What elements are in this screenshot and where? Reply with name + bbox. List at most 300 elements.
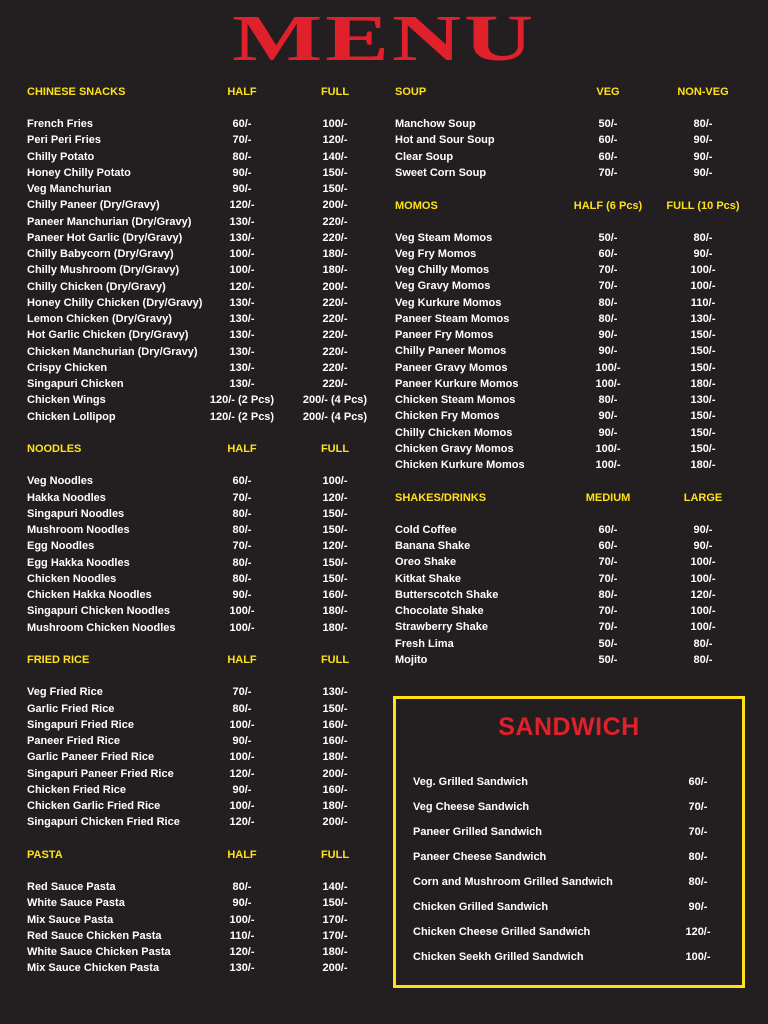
item-price-b: 90/- [693, 540, 713, 553]
item-price: 70/- [688, 800, 708, 813]
item-price-b: 220/- [322, 361, 348, 374]
item-name: Chilly Potato [27, 150, 95, 163]
item-name: Chicken Hakka Noodles [27, 589, 152, 602]
item-price-b: 220/- [322, 231, 348, 244]
item-price-b: 130/- [690, 312, 716, 325]
item-name: Chicken Noodles [27, 572, 117, 585]
item-price-b: 150/- [690, 329, 716, 342]
item-price-b: 90/- [693, 247, 713, 260]
item-name: Chicken Garlic Fried Rice [27, 800, 161, 813]
item-price-b: 200/- [322, 816, 348, 829]
item-price-a: 50/- [598, 118, 618, 131]
item-name: Veg Fry Momos [395, 247, 477, 260]
item-price-a: 80/- [232, 702, 252, 715]
item-name: White Sauce Chicken Pasta [27, 946, 171, 959]
sandwich-box [393, 696, 745, 988]
section-title: SHAKES/DRINKS [395, 491, 487, 504]
item-name: Chicken Seekh Grilled Sandwich [413, 950, 584, 963]
item-price-b: 170/- [322, 913, 348, 926]
item-price-b: 150/- [322, 507, 348, 520]
menu-item [395, 425, 750, 441]
item-name: Paneer Fried Rice [27, 735, 120, 748]
menu-item [395, 652, 750, 668]
sandwich-title: SANDWICH [498, 713, 640, 741]
item-name: Egg Noodles [27, 540, 95, 553]
item-price-a: 120/- [229, 816, 255, 829]
menu-item [395, 327, 750, 343]
section-heading [395, 84, 750, 100]
column-header-a: VEG [596, 86, 620, 98]
item-price-a: 80/- [598, 312, 618, 325]
item-name: Chicken Wings [27, 394, 106, 407]
item-price-a: 70/- [232, 540, 252, 553]
item-price-a: 100/- [229, 605, 255, 618]
item-name: Chicken Cheese Grilled Sandwich [413, 925, 591, 938]
item-name: Paneer Cheese Sandwich [413, 850, 547, 863]
menu-item [395, 538, 750, 554]
menu-item [27, 944, 377, 960]
item-price: 100/- [685, 950, 711, 963]
item-name: Chilly Mushroom (Dry/Gravy) [27, 264, 180, 277]
item-name: Chicken Lollipop [27, 410, 116, 423]
item-price-b: 180/- [322, 248, 348, 261]
item-name: Mushroom Chicken Noodles [27, 621, 176, 634]
item-price-a: 80/- [232, 507, 252, 520]
item-price-a: 70/- [598, 166, 618, 179]
item-name: Paneer Hot Garlic (Dry/Gravy) [27, 231, 183, 244]
item-price-b: 180/- [322, 605, 348, 618]
item-price: 80/- [688, 875, 708, 888]
item-price-b: 150/- [690, 442, 716, 455]
item-name: Veg Cheese Sandwich [413, 800, 530, 813]
item-price-a: 90/- [598, 410, 618, 423]
section-gap [27, 425, 377, 442]
item-name: French Fries [27, 118, 94, 131]
item-price-b: 170/- [322, 929, 348, 942]
item-name: Paneer Manchurian (Dry/Gravy) [27, 215, 192, 228]
item-price-a: 90/- [232, 589, 252, 602]
menu-item [395, 165, 750, 181]
item-name: Chilly Chicken Momos [395, 426, 513, 439]
menu-item [27, 733, 377, 749]
item-name: Chilly Babycorn (Dry/Gravy) [27, 248, 174, 261]
item-price-a: 80/- [232, 150, 252, 163]
section-title: MOMOS [395, 199, 438, 212]
item-price-b: 150/- [322, 166, 348, 179]
section-gap [395, 181, 750, 198]
item-name: Chicken Grilled Sandwich [413, 900, 549, 913]
item-name: Veg Noodles [27, 475, 94, 488]
item-price-b: 100/- [690, 605, 716, 618]
menu-item [395, 246, 750, 262]
item-price-b: 140/- [322, 150, 348, 163]
menu-item [395, 278, 750, 294]
item-price-b: 200/- [322, 199, 348, 212]
column-header-a: HALF [227, 443, 257, 456]
item-price: 60/- [688, 775, 708, 788]
menu-item [27, 912, 377, 928]
item-price-b: 160/- [322, 735, 348, 748]
item-price-a: 80/- [598, 588, 618, 601]
item-price-b: 150/- [322, 897, 348, 910]
menu-item [395, 132, 750, 148]
item-price-b: 100/- [690, 280, 716, 293]
item-price-a: 100/- [229, 800, 255, 813]
item-name: Red Sauce Pasta [27, 881, 116, 894]
item-price-a: 60/- [232, 118, 252, 131]
item-price-a: 110/- [229, 929, 255, 942]
item-name: Hakka Noodles [27, 491, 106, 504]
item-name: Lemon Chicken (Dry/Gravy) [27, 313, 172, 326]
item-name: Cold Coffee [395, 523, 457, 536]
menu-item [395, 311, 750, 327]
item-price-b: 220/- [322, 329, 348, 342]
item-name: Singapuri Paneer Fried Rice [27, 767, 174, 780]
menu-item [27, 327, 377, 343]
item-price-a: 70/- [232, 686, 252, 699]
menu-item [27, 344, 377, 360]
sandwich-item [413, 894, 713, 919]
menu-item [395, 522, 750, 538]
item-price-a: 80/- [232, 881, 252, 894]
item-price-a: 100/- [229, 913, 255, 926]
item-name: Veg. Grilled Sandwich [413, 775, 528, 788]
item-price-b: 90/- [693, 523, 713, 536]
item-price-b: 90/- [693, 150, 713, 163]
item-name: Veg Fried Rice [27, 686, 103, 699]
section-shakes-drinks [395, 490, 750, 668]
item-price-a: 120/- (2 Pcs) [209, 394, 275, 407]
item-price-b: 110/- [690, 296, 716, 309]
item-name: Singapuri Fried Rice [27, 718, 134, 731]
menu-item [27, 766, 377, 782]
column-header-a: HALF [227, 654, 257, 667]
menu-item [27, 620, 377, 636]
column-header-a: HALF (6 Pcs) [573, 199, 643, 212]
sandwich-list [413, 769, 713, 969]
item-name: Sweet Corn Soup [395, 166, 487, 179]
item-name: Red Sauce Chicken Pasta [27, 929, 162, 942]
item-price-a: 100/- [595, 377, 621, 390]
item-name: Fresh Lima [395, 637, 454, 650]
item-price-a: 120/- [229, 280, 255, 293]
menu-item [395, 441, 750, 457]
column-header-b: FULL [320, 86, 350, 98]
item-price-a: 90/- [232, 183, 252, 196]
item-name: Singapuri Chicken Noodles [27, 605, 171, 618]
sandwich-item [413, 944, 713, 969]
menu-item [395, 262, 750, 278]
item-name: White Sauce Pasta [27, 897, 125, 910]
item-name: Chilly Paneer Momos [395, 345, 507, 358]
item-price-a: 130/- [229, 345, 255, 358]
item-price-a: 80/- [598, 296, 618, 309]
item-name: Egg Hakka Noodles [27, 556, 130, 569]
item-name: Chicken Manchurian (Dry/Gravy) [27, 345, 198, 358]
section-title: SOUP [395, 86, 427, 98]
item-name: Crispy Chicken [27, 361, 108, 374]
menu-item [27, 262, 377, 278]
item-price-a: 130/- [229, 215, 255, 228]
item-price-b: 160/- [322, 718, 348, 731]
item-price-b: 220/- [322, 378, 348, 391]
menu-item [27, 798, 377, 814]
item-name: Veg Chilly Momos [395, 264, 490, 277]
section-heading [27, 441, 377, 457]
item-price-b: 100/- [322, 475, 348, 488]
item-name: Chocolate Shake [395, 605, 484, 618]
item-price: 80/- [688, 850, 708, 863]
item-name: Chicken Steam Momos [395, 394, 516, 407]
section-chinese-snacks [27, 84, 377, 425]
item-name: Chicken Kurkure Momos [395, 459, 525, 472]
menu-item [395, 230, 750, 246]
section-soup [395, 84, 750, 181]
item-price-a: 50/- [598, 231, 618, 244]
section-title: PASTA [27, 849, 63, 861]
item-price-a: 100/- [595, 459, 621, 472]
item-price-a: 70/- [598, 572, 618, 585]
menu-item [395, 636, 750, 652]
item-name: Veg Manchurian [27, 183, 112, 196]
section-fried-rice [27, 652, 377, 830]
sandwich-item [413, 844, 713, 869]
menu-item [27, 814, 377, 830]
item-price-a: 90/- [232, 783, 252, 796]
menu-item [27, 684, 377, 700]
section-pasta [27, 847, 377, 977]
item-price-a: 60/- [598, 134, 618, 147]
column-header-b: FULL (10 Pcs) [666, 199, 740, 212]
item-name: Mushroom Noodles [27, 524, 130, 537]
section-heading [27, 652, 377, 668]
menu-item [27, 782, 377, 798]
menu-item [27, 181, 377, 197]
item-price-a: 70/- [598, 264, 618, 277]
menu-item [395, 587, 750, 603]
item-price-b: 120/- [690, 588, 716, 601]
item-name: Banana Shake [395, 540, 471, 553]
item-name: Chicken Gravy Momos [395, 442, 514, 455]
section-gap [27, 636, 377, 653]
item-price-a: 80/- [232, 572, 252, 585]
item-name: Peri Peri Fries [27, 134, 101, 147]
item-price-a: 100/- [229, 621, 255, 634]
section-title: CHINESE SNACKS [27, 86, 126, 98]
item-price-b: 120/- [322, 134, 348, 147]
menu-item [27, 165, 377, 181]
menu-item [27, 392, 377, 408]
item-price-b: 200/- [322, 767, 348, 780]
item-price-a: 50/- [598, 653, 618, 666]
column-header-b: NON-VEG [677, 86, 729, 98]
item-price-b: 140/- [322, 881, 348, 894]
item-price-b: 160/- [322, 589, 348, 602]
item-price-b: 130/- [322, 686, 348, 699]
item-price-b: 180/- [322, 621, 348, 634]
item-price-b: 120/- [322, 540, 348, 553]
item-price-a: 60/- [598, 540, 618, 553]
item-name: Chilly Paneer (Dry/Gravy) [27, 199, 160, 212]
item-price-b: 80/- [693, 653, 713, 666]
section-heading [27, 847, 377, 863]
item-price-b: 120/- [322, 491, 348, 504]
item-price-b: 150/- [322, 556, 348, 569]
menu-item [395, 392, 750, 408]
item-price-a: 130/- [229, 329, 255, 342]
menu-item [395, 360, 750, 376]
item-price-b: 180/- [322, 751, 348, 764]
item-price-a: 100/- [229, 248, 255, 261]
item-price-a: 120/- [229, 946, 255, 959]
item-price-b: 150/- [322, 524, 348, 537]
item-price-a: 100/- [229, 264, 255, 277]
section-gap [395, 473, 750, 490]
section-momos [395, 198, 750, 474]
menu-item [27, 555, 377, 571]
column-header-b: LARGE [683, 491, 723, 504]
item-price-b: 180/- [690, 459, 716, 472]
item-price-b: 100/- [690, 572, 716, 585]
menu-item [395, 149, 750, 165]
item-price-b: 100/- [690, 621, 716, 634]
item-price-b: 180/- [322, 800, 348, 813]
item-price-b: 130/- [690, 394, 716, 407]
item-price-a: 130/- [229, 296, 255, 309]
menu-item [395, 603, 750, 619]
menu-item [27, 701, 377, 717]
item-name: Hot and Sour Soup [395, 134, 495, 147]
item-price-b: 180/- [690, 377, 716, 390]
menu-item [27, 246, 377, 262]
menu-item [395, 457, 750, 473]
menu-item [27, 603, 377, 619]
menu-item [27, 879, 377, 895]
item-price-b: 80/- [693, 231, 713, 244]
item-price-a: 130/- [229, 361, 255, 374]
item-price-a: 130/- [229, 962, 255, 975]
item-price-a: 120/- [229, 767, 255, 780]
section-noodles [27, 441, 377, 636]
item-name: Corn and Mushroom Grilled Sandwich [413, 875, 613, 888]
item-price-a: 100/- [595, 442, 621, 455]
menu-item [395, 408, 750, 424]
item-price-b: 200/- (4 Pcs) [302, 410, 368, 423]
item-price-b: 100/- [690, 264, 716, 277]
sandwich-item [413, 769, 713, 794]
item-name: Honey Chilly Potato [27, 166, 131, 179]
item-price-b: 90/- [693, 166, 713, 179]
item-name: Paneer Gravy Momos [395, 361, 508, 374]
menu-item [395, 295, 750, 311]
item-price-b: 80/- [693, 637, 713, 650]
item-price: 90/- [688, 900, 708, 913]
item-name: Manchow Soup [395, 118, 476, 131]
item-name: Veg Kurkure Momos [395, 296, 502, 309]
item-price-a: 70/- [598, 621, 618, 634]
column-header-b: FULL [320, 443, 350, 456]
item-price-a: 70/- [232, 491, 252, 504]
item-price-b: 150/- [690, 410, 716, 423]
item-price-b: 220/- [322, 345, 348, 358]
menu-item [27, 116, 377, 132]
menu-item [27, 295, 377, 311]
item-name: Honey Chilly Chicken (Dry/Gravy) [27, 296, 203, 309]
column-header-a: HALF [227, 86, 257, 98]
item-name: Strawberry Shake [395, 621, 488, 634]
column-header-b: FULL [320, 849, 350, 861]
menu-item [395, 343, 750, 359]
item-name: Clear Soup [395, 150, 454, 163]
item-name: Paneer Fry Momos [395, 329, 494, 342]
item-price-b: 200/- [322, 962, 348, 975]
item-price-b: 220/- [322, 215, 348, 228]
item-price-b: 100/- [322, 118, 348, 131]
menu-item [27, 473, 377, 489]
item-price-a: 80/- [232, 524, 252, 537]
menu-item [27, 230, 377, 246]
item-price-a: 90/- [598, 426, 618, 439]
menu-item [27, 587, 377, 603]
menu-item [27, 149, 377, 165]
item-name: Paneer Kurkure Momos [395, 377, 519, 390]
item-price-a: 90/- [232, 897, 252, 910]
item-price-b: 220/- [322, 313, 348, 326]
item-name: Chicken Fry Momos [395, 410, 500, 423]
item-price-b: 220/- [322, 296, 348, 309]
item-name: Singapuri Chicken [27, 378, 124, 391]
menu-item [27, 538, 377, 554]
item-name: Mojito [395, 653, 428, 666]
menu-item [395, 619, 750, 635]
item-price-a: 90/- [232, 735, 252, 748]
item-price-b: 150/- [322, 183, 348, 196]
item-price-b: 180/- [322, 264, 348, 277]
item-price-a: 120/- (2 Pcs) [209, 410, 275, 423]
item-name: Oreo Shake [395, 556, 457, 569]
item-name: Chilly Chicken (Dry/Gravy) [27, 280, 166, 293]
menu-item [27, 895, 377, 911]
item-price-a: 130/- [229, 378, 255, 391]
item-price: 70/- [688, 825, 708, 838]
item-price-b: 150/- [322, 572, 348, 585]
menu-item [395, 554, 750, 570]
item-price-a: 70/- [598, 280, 618, 293]
item-name: Garlic Fried Rice [27, 702, 115, 715]
item-price-b: 90/- [693, 134, 713, 147]
item-name: Garlic Paneer Fried Rice [27, 751, 155, 764]
section-heading [27, 84, 377, 100]
item-price: 120/- [685, 925, 711, 938]
item-price-a: 50/- [598, 637, 618, 650]
sandwich-item [413, 819, 713, 844]
item-price-b: 150/- [690, 345, 716, 358]
item-price-a: 70/- [598, 556, 618, 569]
item-price-a: 80/- [598, 394, 618, 407]
menu-item [395, 571, 750, 587]
column-header-b: FULL [320, 654, 350, 667]
item-price-a: 100/- [595, 361, 621, 374]
menu-item [27, 749, 377, 765]
item-price-a: 70/- [232, 134, 252, 147]
item-price-a: 130/- [229, 313, 255, 326]
column-header-a: MEDIUM [585, 491, 631, 504]
menu-item [27, 928, 377, 944]
menu-item [27, 132, 377, 148]
item-name: Singapuri Noodles [27, 507, 125, 520]
menu-item [27, 409, 377, 425]
sandwich-item [413, 869, 713, 894]
